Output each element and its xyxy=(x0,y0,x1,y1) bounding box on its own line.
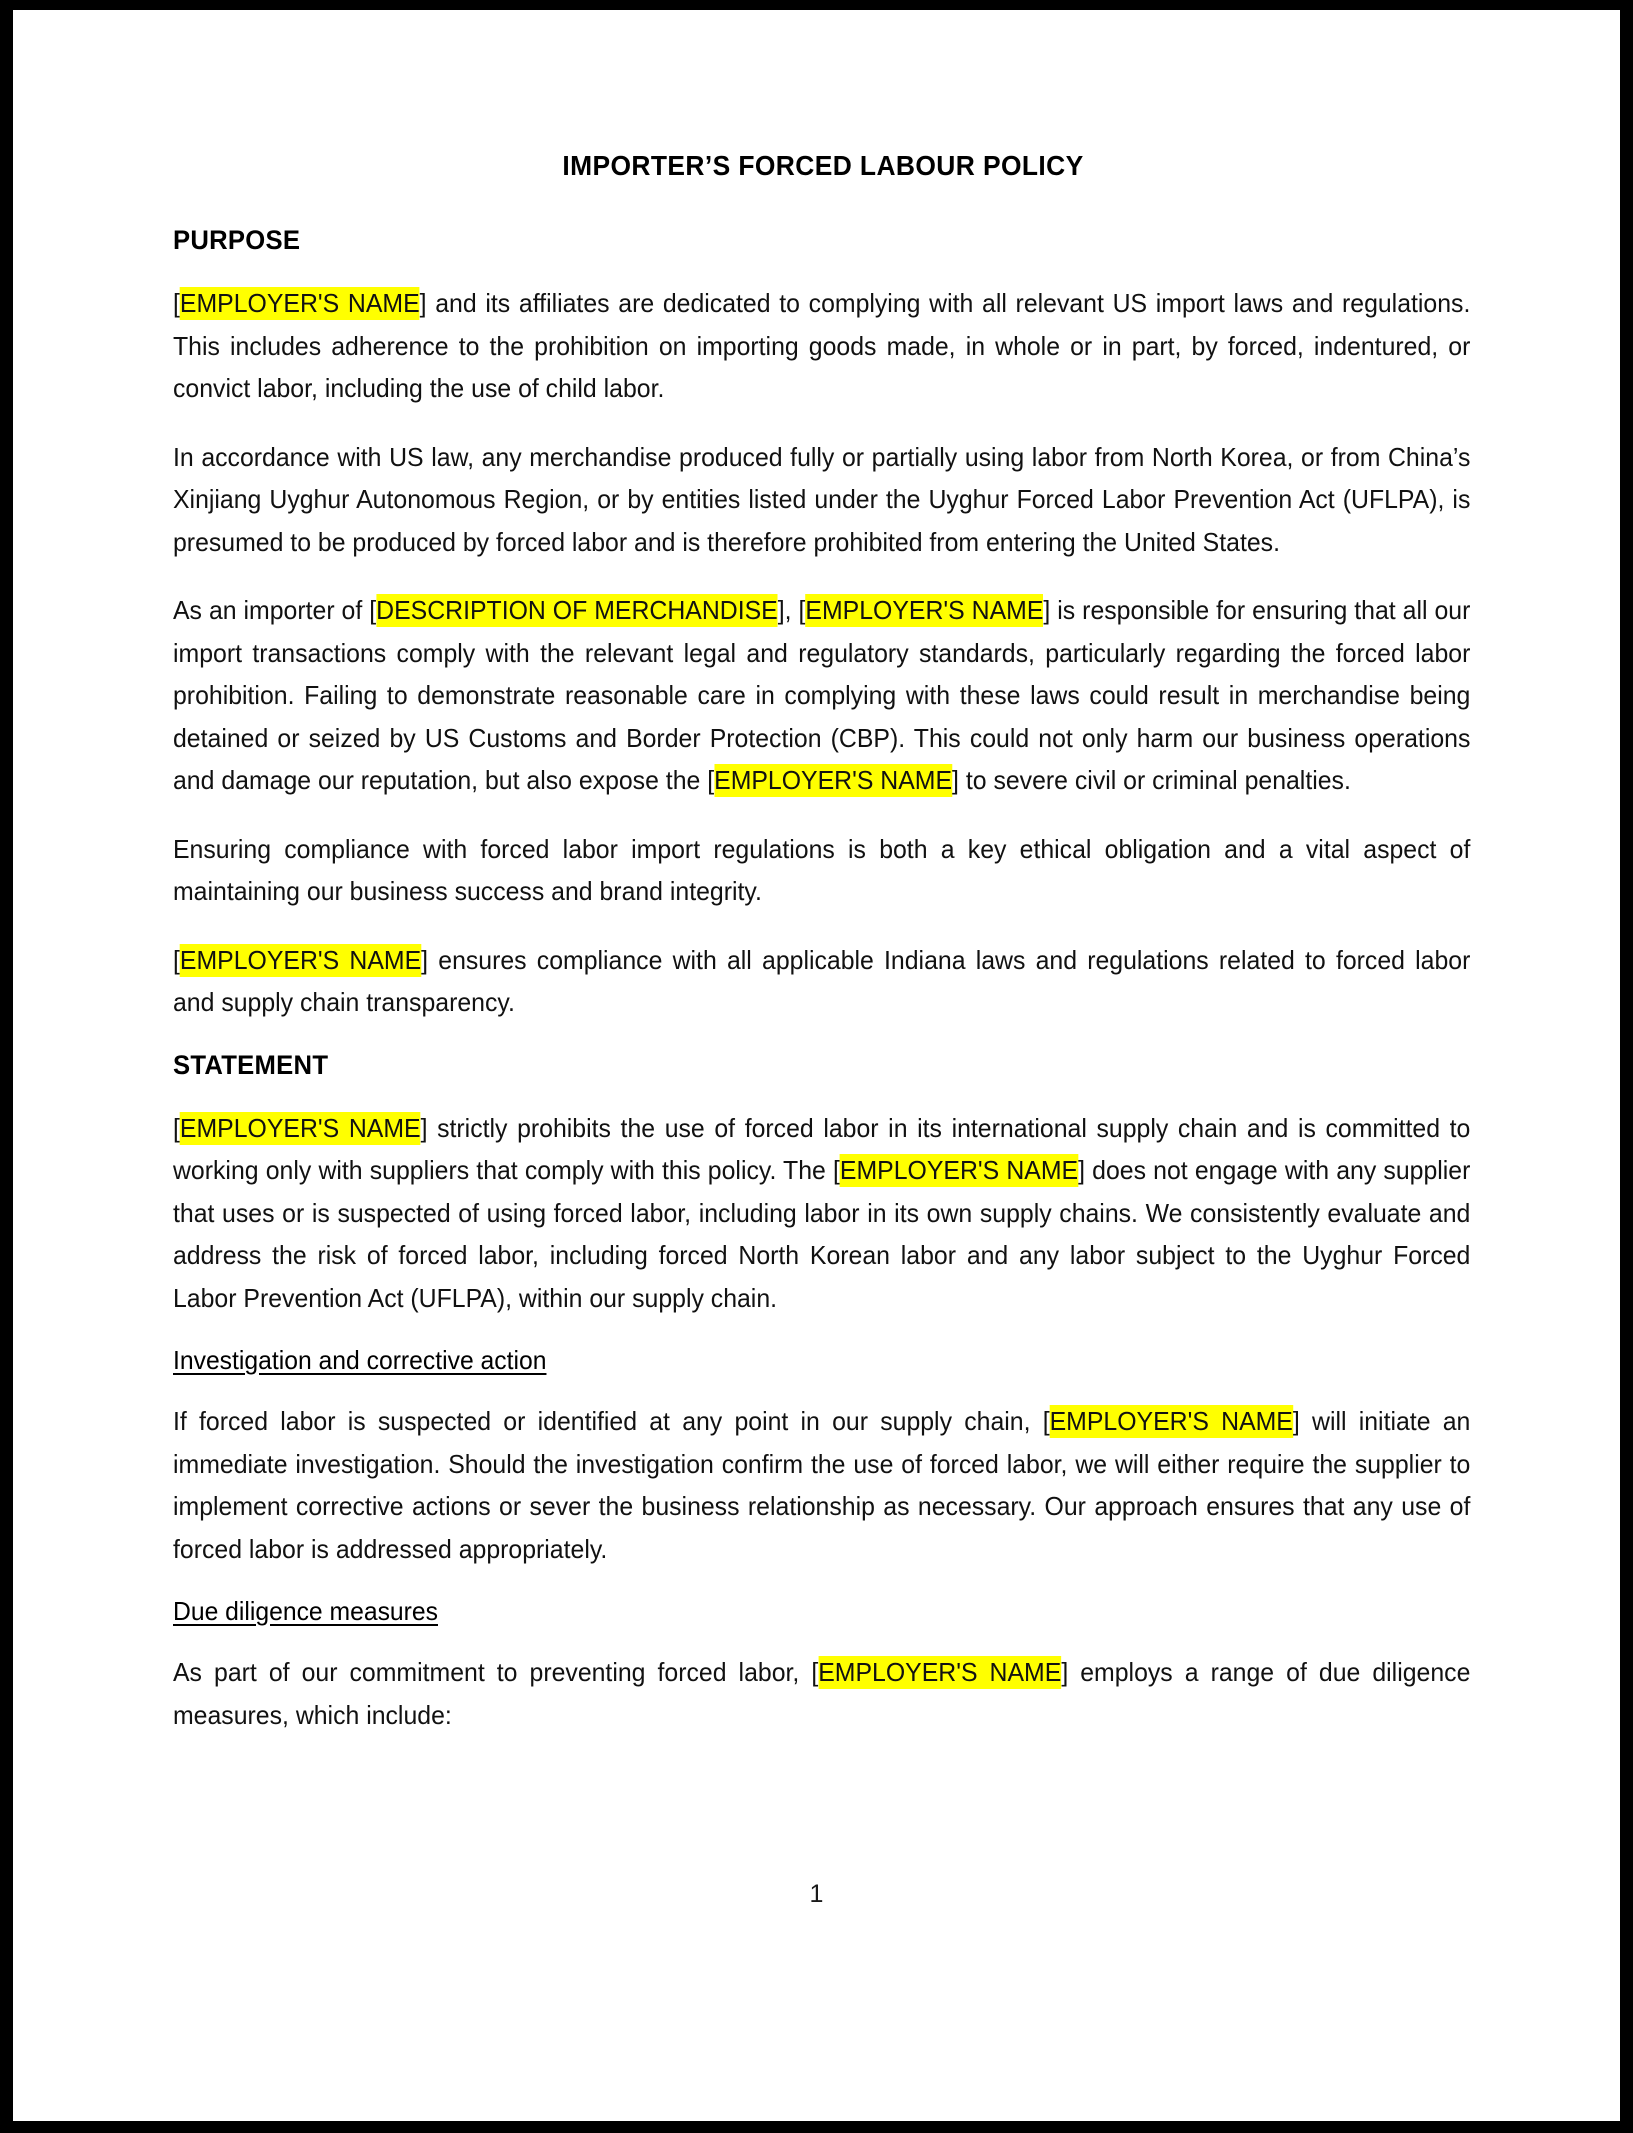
due-diligence-paragraph-1 xyxy=(173,1651,1470,1736)
statement-paragraph-1 xyxy=(173,1107,1470,1320)
highlight-employer-name: EMPLOYER'S NAME xyxy=(714,765,953,795)
section-heading-statement: STATEMENT xyxy=(173,1049,329,1080)
subheading-investigation-and-corrective-action: Investigation and corrective action xyxy=(173,1345,547,1375)
purpose-p5-tail: ] ensures compliance with all applicable Indiana laws and regulations related to forced labor and supply chain transparency. xyxy=(173,944,1471,1017)
investigation-p1-lead: If forced labor is suspected or identified at any point in our supply chain, [ xyxy=(173,1406,1050,1436)
document-title: IMPORTER’S FORCED LABOUR POLICY xyxy=(562,150,1084,181)
highlight-employer-name: EMPLOYER'S NAME xyxy=(179,944,422,975)
document-body xyxy=(173,150,1473,1736)
highlight-employer-name: EMPLOYER'S NAME xyxy=(179,288,420,318)
highlight-employer-name: EMPLOYER'S NAME xyxy=(818,1657,1062,1687)
document-page xyxy=(13,10,1620,2121)
purpose-p1-text: ] and its affiliates are dedicated to complying with all relevant US import laws and regulations. This includes adherence to the prohibition on importing goods made, in whole or in part, by forced, indentured, or convict labor, including the use of child labor. xyxy=(173,288,1471,403)
bracket-open: [ xyxy=(173,944,180,975)
purpose-p3-mid2: ] is responsible for ensuring that all our import transactions comply with the relevant legal and regulatory standards, particularly regarding the forced labor prohibition. Failing to demonstrate reasonable care in complying with these laws could result in merchandise being detained or seized by US Customs and Border Protection (CBP). This could not only harm our business operations and damage our reputation, but also expose the [ xyxy=(173,595,1471,795)
section-heading-purpose: PURPOSE xyxy=(173,225,301,255)
purpose-paragraph-1 xyxy=(173,282,1470,410)
purpose-p3-tail: ] to severe civil or criminal penalties. xyxy=(952,765,1351,795)
statement-p1-tail: ] does not engage with any supplier that uses or is suspected of using forced labor, including labor in its own supply chains. We consistently evaluate and address the risk of forced labor, including forced North Korean labor and any labor subject to the Uyghur Forced Labor Prevention Act (UFLPA), within our supply chain. xyxy=(173,1155,1471,1313)
due-diligence-p1-tail: ] employs a range of due diligence measures, which include: xyxy=(173,1657,1471,1730)
purpose-p3-mid1: ], [ xyxy=(777,595,806,625)
page-number: 1 xyxy=(809,1880,824,1908)
investigation-p1-tail: ] will initiate an immediate investigation. Should the investigation confirm the use of forced labor, we will either require the supplier to implement corrective actions or sever the business relationship as necessary. Our approach ensures that any use of forced labor is addressed appropriately. xyxy=(173,1406,1471,1564)
highlight-employer-name: EMPLOYER'S NAME xyxy=(179,1112,421,1143)
purpose-paragraph-4: Ensuring compliance with forced labor import regulations is both a key ethical obligation and a vital aspect of maintaining our business success and brand integrity. xyxy=(173,833,1471,906)
highlight-employer-name: EMPLOYER'S NAME xyxy=(805,595,1044,625)
statement-p1-mid1: ] strictly prohibits the use of forced labor in its international supply chain and is committed to working only with suppliers that comply with this policy. The [ xyxy=(173,1112,1471,1185)
bracket-open: [ xyxy=(173,288,180,318)
subheading-due-diligence-measures: Due diligence measures xyxy=(173,1596,438,1626)
purpose-paragraph-3 xyxy=(173,589,1470,802)
purpose-paragraph-2: In accordance with US law, any merchandise produced fully or partially using labor from North Korea, or from China’s Xinjiang Uyghur Autonomous Region, or by entities listed under the Uyghur Forced Labor Prevention Act (UFLPA), is presumed to be produced by forced labor and is therefore prohibited from entering the United States. xyxy=(173,441,1471,557)
subheading-wrap-investigation xyxy=(173,1345,1473,1376)
due-diligence-p1-lead: As part of our commitment to preventing forced labor, [ xyxy=(173,1657,819,1687)
highlight-employer-name: EMPLOYER'S NAME xyxy=(1049,1406,1293,1436)
highlight-description-of-merchandise: DESCRIPTION OF MERCHANDISE xyxy=(376,595,778,625)
highlight-employer-name: EMPLOYER'S NAME xyxy=(839,1155,1079,1185)
bracket-open: [ xyxy=(173,1112,180,1143)
purpose-p3-lead: As an importer of [ xyxy=(173,595,377,625)
purpose-paragraph-5 xyxy=(173,939,1470,1024)
subheading-wrap-due-diligence xyxy=(173,1596,1473,1627)
investigation-paragraph-1 xyxy=(173,1400,1470,1570)
